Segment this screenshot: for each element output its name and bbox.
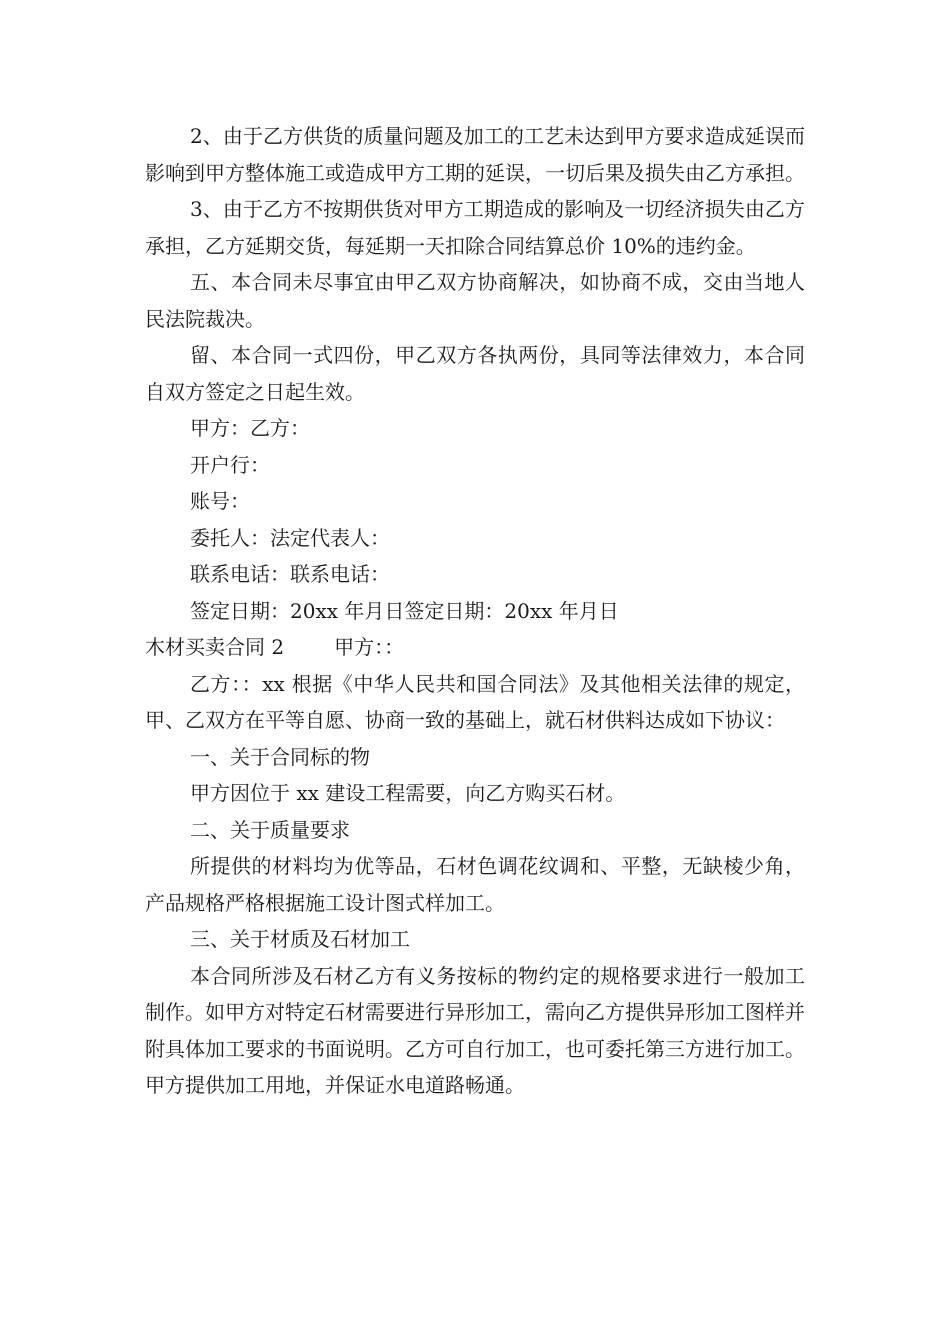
contract-title: 木材买卖合同 2 [145, 635, 285, 659]
paragraph-subject: 甲方因位于 xx 建设工程需要，向乙方购买石材。 [190, 781, 626, 805]
account-line: 账号： [190, 489, 250, 513]
paragraph-delay-quality: 2、由于乙方供货的质量问题及加工的工艺未达到甲方要求造成延误而影响到甲方整体施工或造成甲方工期的延误，一切后果及损失由乙方承担。 [145, 124, 805, 185]
paragraph-material: 本合同所涉及石材乙方有义务按标的物约定的规格要求进行一般加工制作。如甲方对特定石材需要进行异形加工，需向乙方提供异形加工图样并附具体加工要求的书面说明。乙方可自行加工，也可委托第三方进行加工。甲方提供加工用地，并保证水电道路畅通。 [145, 963, 805, 1097]
phone-line: 联系电话：联系电话： [190, 562, 390, 586]
paragraph-intro: 乙方：：xx 根据《中华人民共和国合同法》及其他相关法律的规定，甲、乙双方在平等自愿、协商一致的基础上，就石材供料达成如下协议： [145, 671, 805, 732]
document-page [145, 118, 805, 1104]
contract-title-line [145, 629, 805, 666]
bank-line: 开户行： [190, 452, 270, 477]
paragraph-quality: 所提供的材料均为优等品，石材色调花纹调和、平整，无缺棱少角，产品规格严格根据施工设计图式样加工。 [145, 854, 805, 915]
section-heading-material: 三、关于材质及石材加工 [190, 927, 410, 951]
section-heading-subject: 一、关于合同标的物 [190, 744, 370, 769]
agent-line: 委托人：法定代表人： [190, 525, 390, 550]
paragraph-delay-penalty: 3、由于乙方不按期供货对甲方工期造成的影响及一切经济损失由乙方承担，乙方延期交货，每延期一天扣除合同结算总价 10%的违约金。 [145, 197, 805, 258]
party-a-label: 甲方：： [334, 635, 405, 659]
section-heading-quality: 二、关于质量要求 [190, 817, 350, 842]
paragraph-copies: 留、本合同一式四份，甲乙双方各执两份，具同等法律效力，本合同自双方签定之日起生效。 [145, 343, 805, 404]
party-line: 甲方：乙方： [190, 416, 310, 440]
paragraph-dispute: 五、本合同未尽事宜由甲乙双方协商解决，如协商不成，交由当地人民法院裁决。 [145, 270, 805, 331]
sign-date-line: 签定日期：20xx 年月日签定日期：20xx 年月日 [190, 598, 619, 623]
